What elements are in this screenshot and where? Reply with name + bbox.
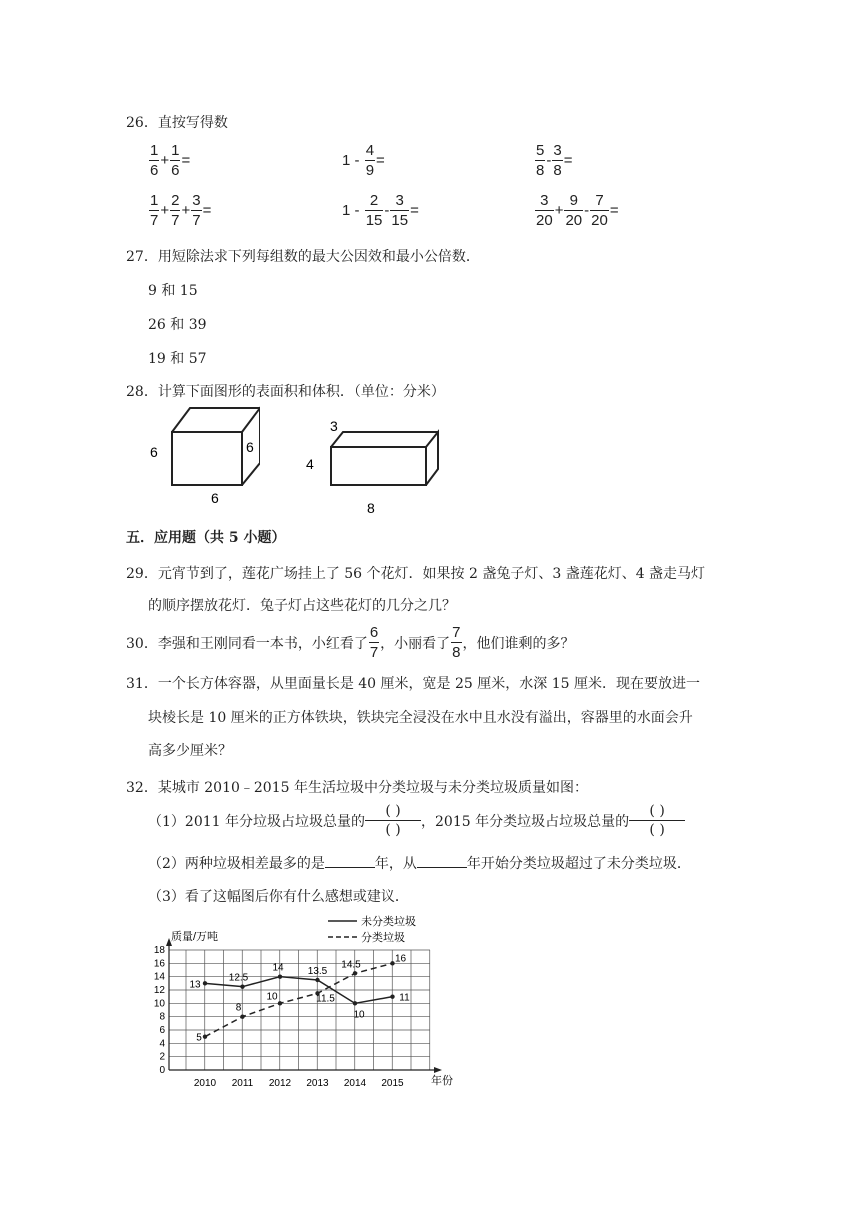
q28-title: 28．计算下面图形的表面积和体积．（单位：分米） <box>126 384 445 400</box>
data-label: 11 <box>399 992 410 1004</box>
y-tick-label: 4 <box>159 1038 165 1050</box>
point-unsorted <box>353 1001 357 1005</box>
x-tick-label: 2010 <box>193 1078 217 1089</box>
point-sorted <box>240 1014 244 1018</box>
cuboid-figure <box>300 417 445 519</box>
x-tick-label: 2011 <box>231 1078 254 1089</box>
x-tick-label: 2013 <box>306 1078 329 1089</box>
cuboid-label-bottom: 8 <box>367 500 375 516</box>
point-sorted <box>203 1034 207 1038</box>
q27-item: 19 和 57 <box>148 351 207 367</box>
q32-sub1: （1）2011 年分垃圾占垃圾总量的 ( ) ( ) ，2015 年分类垃圾占垃圾总量的 ( ) ( ) <box>148 803 685 838</box>
data-label: 5 <box>196 1032 202 1044</box>
q32-sub2: （2）两种垃圾相差最多的是 年，从 年开始分类垃圾超过了未分类垃圾． <box>148 853 691 873</box>
cube-figure <box>145 405 260 510</box>
q26-expr-2a: $\frac{1}{7}$ + $\frac{2}{7}$ + $\frac{3}{7}$ = <box>150 192 212 229</box>
q29-line1: 29．元宵节到了，莲花广场挂上了 56 个花灯．如果按 2 盏兔子灯、3 盏莲花灯、4 盏走马灯 <box>126 566 706 582</box>
point-unsorted <box>315 978 319 982</box>
data-label: 10 <box>353 1009 365 1021</box>
q30-line: 30．李强和王刚同看一本书，小红看了 $\frac{6}{7}$ ，小丽看了 $\frac{7}{8}$ ，他们谁剩的多？ <box>126 624 575 661</box>
q31-line2: 块棱长是 10 厘米的正方体铁块，铁块完全浸没在水中且水没有溢出，容器里的水面会升 <box>148 710 693 726</box>
q26-expr-2c: $\frac{3}{20}$ + $\frac{9}{20}$ - $\frac{7}{20}$ = <box>536 192 619 229</box>
q31-line1: 31．一个长方体容器，从里面量长是 40 厘米，宽是 25 厘米，水深 15 厘米．现在要放进一 <box>126 676 700 692</box>
data-label: 13 <box>189 979 201 991</box>
point-sorted <box>278 1001 282 1005</box>
data-label: 13.5 <box>307 966 328 977</box>
q29-line2: 的顺序摆放花灯．兔子灯占这些花灯的几分之几？ <box>148 598 456 614</box>
point-unsorted <box>390 994 394 998</box>
cube-label-right: 6 <box>246 439 254 455</box>
cuboid-label-left: 4 <box>306 456 314 472</box>
x-tick-label: 2014 <box>343 1078 367 1089</box>
point-unsorted <box>278 974 282 978</box>
data-label: 8 <box>235 1002 242 1014</box>
legend-label-unsorted: 未分类垃圾 <box>361 916 416 928</box>
point-unsorted <box>240 984 244 988</box>
point-sorted <box>353 971 357 975</box>
cube-label-bottom: 6 <box>211 490 219 506</box>
y-tick-label: 12 <box>153 985 165 996</box>
data-label: 14.5 <box>341 959 361 971</box>
x-axis-arrow <box>434 1067 442 1073</box>
data-label: 11.5 <box>316 993 335 1005</box>
y-tick-label: 18 <box>153 945 165 956</box>
q32-title: 32．某城市 2010﹣2015 年生活垃圾中分类垃圾与未分类垃圾质量如图： <box>126 780 588 796</box>
data-label: 12.5 <box>228 972 249 984</box>
q26-expr-2b: 1 - $\frac{2}{15}$ - $\frac{3}{15}$ = <box>342 192 419 229</box>
y-tick-label: 14 <box>153 971 165 983</box>
point-unsorted <box>203 981 207 985</box>
q31-line3: 高多少厘米？ <box>148 743 232 759</box>
chart-ylabel: 质量/万吨 <box>171 931 219 943</box>
y-tick-label: 10 <box>153 998 165 1010</box>
chart-grid <box>169 950 430 1070</box>
x-tick-label: 2012 <box>268 1078 292 1089</box>
y-tick-label: 8 <box>159 1011 165 1023</box>
y-tick-label: 2 <box>159 1051 165 1063</box>
q26-title: 26．直按写得数 <box>126 115 228 131</box>
cube-label-left: 6 <box>150 444 158 460</box>
chart-xlabel: 年份 <box>431 1075 453 1087</box>
data-label: 10 <box>266 991 278 1003</box>
q32-sub3: （3）看了这幅图后你有什么感想或建议． <box>148 889 409 905</box>
data-label: 14 <box>272 962 284 974</box>
cuboid-label-top: 3 <box>330 418 338 434</box>
q26-expr-1b: 1 - $\frac{4}{9}$ = <box>342 142 385 179</box>
section5-title: 五．应用题（共 5 小题） <box>126 530 286 546</box>
chart-legend <box>328 914 416 944</box>
y-tick-label: 0 <box>159 1065 165 1076</box>
data-label: 16 <box>394 953 407 965</box>
q26-expr-1c: $\frac{5}{8}$ - $\frac{3}{8}$ = <box>536 142 573 179</box>
y-tick-label: 16 <box>153 958 165 970</box>
legend-label-sorted: 分类垃圾 <box>361 932 405 944</box>
y-tick-label: 6 <box>159 1025 165 1036</box>
q27-title: 27．用短除法求下列每组数的最大公因效和最小公倍数． <box>126 249 480 265</box>
x-tick-label: 2015 <box>381 1078 404 1089</box>
garbage-line-chart <box>135 910 460 1090</box>
q27-item: 9 和 15 <box>148 283 198 299</box>
q26-expr-1a: $\frac{1}{6}$ + $\frac{1}{6}$ = <box>150 142 191 179</box>
q27-item: 26 和 39 <box>148 317 207 333</box>
